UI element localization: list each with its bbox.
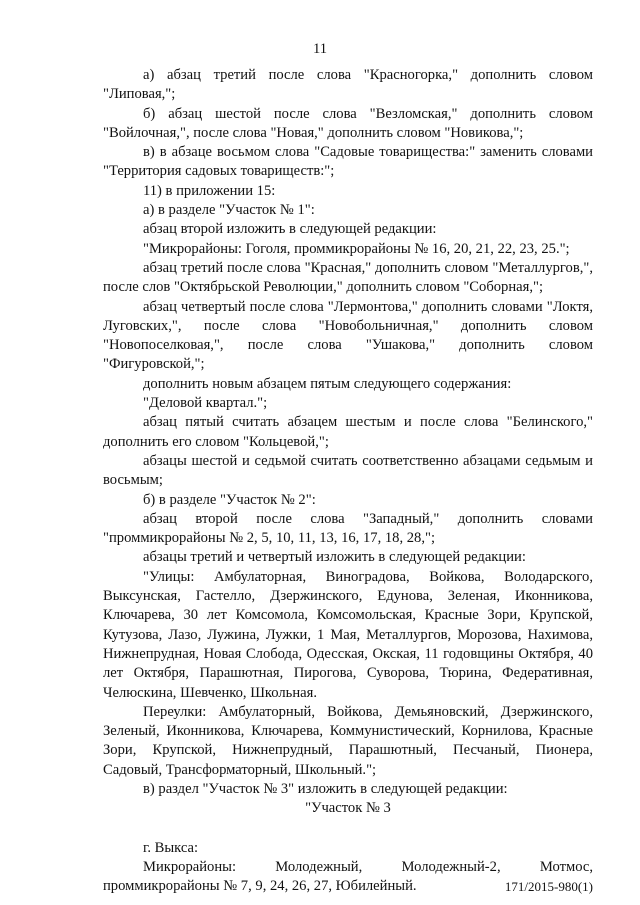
- paragraph: абзацы третий и четвертый изложить в следующей редакции:: [143, 549, 526, 566]
- paragraph: абзацы шестой и седьмой считать соответственно абзацами седьмым и восьмым;: [103, 452, 593, 489]
- paragraph: Микрорайоны: Молодежный, Молодежный-2, Мотмос, проммикрорайоны № 7, 9, 24, 26, 27, Юбилейный.: [103, 858, 593, 895]
- paragraph: абзац второй после слова "Западный," дополнить словами "проммикрорайоны № 2, 5, 10, 11, 13, 16, 17, 18, 28,";: [103, 510, 593, 547]
- paragraph: абзац пятый считать абзацем шестым и после слова "Белинского," дополнить его словом "Кольцевой,";: [103, 414, 593, 450]
- paragraph: б) в разделе "Участок № 2":: [143, 491, 316, 508]
- paragraph: в) раздел "Участок № 3" изложить в следующей редакции:: [143, 780, 508, 797]
- section-heading: "Участок № 3: [305, 800, 391, 817]
- paragraph: а) абзац третий после слова "Красногорка," дополнить словом "Липовая,";: [103, 67, 593, 103]
- paragraph: абзац четвертый после слова "Лермонтова," дополнить словами "Локтя, Луговских,", после слова "Новобольничная," дополнить словом "Новопоселковая,", после слова "Ушакова," дополнить словом "Фигуровской,";: [103, 298, 593, 373]
- page-number: 11: [312, 41, 328, 57]
- paragraph: абзац второй изложить в следующей редакции:: [143, 221, 437, 238]
- paragraph: "Микрорайоны: Гоголя, проммикрорайоны № 16, 20, 21, 22, 23, 25.";: [143, 240, 570, 257]
- paragraph: в) в абзаце восьмом слова "Садовые товарищества:" заменить словами "Территория садовых товариществ:";: [103, 144, 593, 180]
- paragraph: б) абзац шестой после слова "Везломская," дополнить словом "Войлочная,", после слова "Новая," дополнить словом "Новикова,";: [103, 105, 593, 141]
- spacer: [103, 819, 593, 839]
- city-line: г. Выкса:: [143, 839, 199, 856]
- paragraph: а) в разделе "Участок № 1":: [143, 202, 315, 219]
- paragraph: абзац третий после слова "Красная," дополнить словом "Металлургов,", после слов "Октябрьской Революции," дополнить словом "Соборная,";: [103, 259, 593, 296]
- paragraph: дополнить новым абзацем пятым следующего содержания:: [143, 375, 512, 392]
- paragraph: "Улицы: Амбулаторная, Виноградова, Войкова, Володарского, Выксунская, Гастелло, Дзержинского, Едунова, Зеленая, Иконникова, Ключарева, 30 лет Комсомола, Комсомольская, Красные Зори, Крупской, Кутузова, Лазо, Лужина, Лужки, 1 Мая, Металлургов, Морозова, Нахимова, Нижнепрудная, Новая Слобода, Одесская, Окская, 11 годовщины Октября, 40 лет Октября, Парашютная, Пирогова, Суворова, Тюрина, Федеративная, Челюскина, Шевченко, Школьная.: [103, 568, 593, 701]
- paragraph: "Деловой квартал.";: [143, 395, 268, 412]
- paragraph: 11) в приложении 15:: [143, 182, 276, 199]
- document-code: 171/2015-980(1): [504, 879, 593, 894]
- document-body: [103, 66, 593, 896]
- paragraph: Переулки: Амбулаторный, Войкова, Демьяновский, Дзержинского, Зеленый, Иконникова, Ключарева, Коммунистический, Корнилова, Красные Зори, Крупской, Нижнепрудный, Парашютный, Песчаный, Пионера, Садовый, Трансформаторный, Школьный.";: [103, 703, 593, 778]
